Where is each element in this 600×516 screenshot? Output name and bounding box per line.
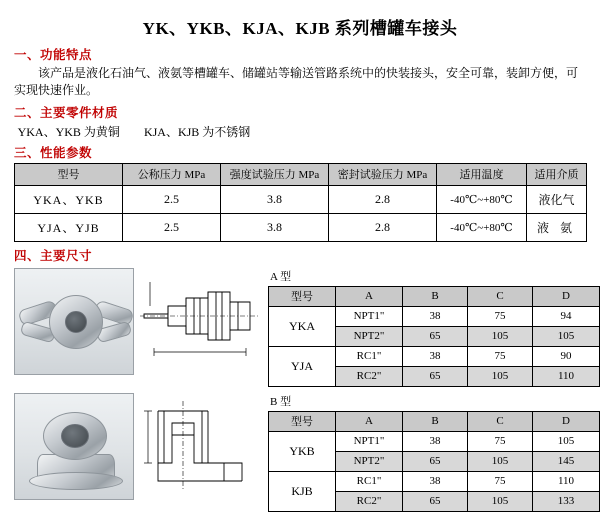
product-photo-type-b xyxy=(14,393,134,500)
table-header-row xyxy=(15,163,587,185)
dim-b-cell-d: 145 xyxy=(533,451,600,471)
dim-b-cell-a: RC2" xyxy=(336,491,403,511)
technical-drawing-type-b xyxy=(138,393,260,498)
perf-header-temperature: 适用温度 xyxy=(437,163,527,185)
perf-header-model: 型号 xyxy=(15,163,123,185)
table-row xyxy=(15,213,587,241)
perf-cell-nominal: 2.5 xyxy=(123,185,221,213)
dim-a-cell-c: 105 xyxy=(468,326,533,346)
dim-b-cell-d: 133 xyxy=(533,491,600,511)
dimension-table-b-label: B 型 xyxy=(270,395,292,408)
table-header-row xyxy=(269,411,600,431)
perf-header-medium: 适用介质 xyxy=(527,163,587,185)
dim-b-cell-b: 38 xyxy=(403,471,468,491)
dim-b-header-a: A xyxy=(336,411,403,431)
dim-a-cell-a: RC2" xyxy=(336,366,403,386)
dim-b-cell-a: NPT2" xyxy=(336,451,403,471)
dim-b-cell-d: 105 xyxy=(533,431,600,451)
dimension-table-b xyxy=(268,411,600,512)
perf-cell-seal: 2.8 xyxy=(329,213,437,241)
dim-b-header-b: B xyxy=(403,411,468,431)
dimension-row-b xyxy=(14,393,586,512)
dim-a-cell-d: 90 xyxy=(533,346,600,366)
dim-a-cell-b: 65 xyxy=(403,326,468,346)
dim-a-header-c: C xyxy=(468,286,533,306)
dim-b-header-model: 型号 xyxy=(269,411,336,431)
perf-cell-medium: 液化气 xyxy=(527,185,587,213)
material-right: KJA、KJB 为不锈钢 xyxy=(143,124,251,139)
dim-a-header-d: D xyxy=(533,286,600,306)
section-heading-dimensions: 四、主要尺寸 xyxy=(14,248,93,263)
dim-a-cell-a: NPT1" xyxy=(336,306,403,326)
dimensions-area xyxy=(14,268,586,512)
performance-table xyxy=(14,163,587,242)
dim-b-cell-b: 38 xyxy=(403,431,468,451)
table-row xyxy=(269,346,600,366)
perf-cell-model: YKA、YKB xyxy=(15,185,123,213)
dim-a-cell-c: 105 xyxy=(468,366,533,386)
dim-b-cell-model: KJB xyxy=(269,471,336,511)
dimension-table-a-wrap xyxy=(268,268,600,387)
dim-a-cell-c: 75 xyxy=(468,306,533,326)
dim-b-header-c: C xyxy=(468,411,533,431)
dimension-table-a-label: A 型 xyxy=(270,270,292,283)
perf-cell-model: YJA、YJB xyxy=(15,213,123,241)
dim-b-cell-c: 75 xyxy=(468,471,533,491)
material-line xyxy=(14,123,586,140)
dim-a-cell-a: NPT2" xyxy=(336,326,403,346)
dim-b-cell-a: NPT1" xyxy=(336,431,403,451)
dim-a-cell-d: 105 xyxy=(533,326,600,346)
perf-cell-strength: 3.8 xyxy=(221,213,329,241)
section-heading-features: 一、功能特点 xyxy=(14,48,93,62)
perf-header-strength-pressure: 强度试验压力 MPa xyxy=(221,163,329,185)
dim-a-cell-d: 110 xyxy=(533,366,600,386)
dim-b-cell-c: 105 xyxy=(468,451,533,471)
dim-a-cell-model: YKA xyxy=(269,306,336,346)
dim-a-header-b: B xyxy=(403,286,468,306)
dim-a-cell-b: 65 xyxy=(403,366,468,386)
table-row xyxy=(15,185,587,213)
section-heading-material: 二、主要零件材质 xyxy=(14,105,119,120)
dim-b-header-d: D xyxy=(533,411,600,431)
table-header-row xyxy=(269,286,600,306)
dim-a-cell-b: 38 xyxy=(403,346,468,366)
page-title: YK、YKB、KJA、KJB 系列槽罐车接头 xyxy=(142,19,458,38)
perf-header-nominal-pressure: 公称压力 MPa xyxy=(123,163,221,185)
perf-cell-temp: -40℃~+80℃ xyxy=(437,213,527,241)
drawing-svg-a xyxy=(138,268,260,373)
dim-a-cell-a: RC1" xyxy=(336,346,403,366)
dim-b-cell-c: 75 xyxy=(468,431,533,451)
dimension-table-b-wrap xyxy=(268,393,600,512)
material-left: YKA、YKB 为黄铜 xyxy=(17,124,120,139)
dim-b-cell-c: 105 xyxy=(468,491,533,511)
perf-header-seal-pressure: 密封试验压力 MPa xyxy=(329,163,437,185)
dimension-row-a xyxy=(14,268,586,387)
table-row xyxy=(269,306,600,326)
perf-cell-medium: 液 氨 xyxy=(527,213,587,241)
dimension-table-a xyxy=(268,286,600,387)
dim-a-header-a: A xyxy=(336,286,403,306)
section-heading-performance: 三、性能参数 xyxy=(14,145,93,160)
dim-b-cell-a: RC1" xyxy=(336,471,403,491)
dim-a-cell-model: YJA xyxy=(269,346,336,386)
technical-drawing-type-a xyxy=(138,268,260,373)
drawing-svg-b xyxy=(138,393,260,498)
perf-cell-nominal: 2.5 xyxy=(123,213,221,241)
product-photo-type-a xyxy=(14,268,134,375)
dim-b-cell-d: 110 xyxy=(533,471,600,491)
features-body: 该产品是液化石油气、液氨等槽罐车、储罐站等输送管路系统中的快装接头，安全可靠，装卸方便，可实现快速作业。 xyxy=(14,66,579,98)
perf-cell-strength: 3.8 xyxy=(221,185,329,213)
dim-b-cell-b: 65 xyxy=(403,451,468,471)
perf-cell-temp: -40℃~+80℃ xyxy=(437,185,527,213)
table-row xyxy=(269,471,600,491)
perf-cell-seal: 2.8 xyxy=(329,185,437,213)
dim-a-cell-c: 75 xyxy=(468,346,533,366)
dim-a-header-model: 型号 xyxy=(269,286,336,306)
dim-a-cell-d: 94 xyxy=(533,306,600,326)
dim-b-cell-model: YKB xyxy=(269,431,336,471)
dim-b-cell-b: 65 xyxy=(403,491,468,511)
table-row xyxy=(269,431,600,451)
dim-a-cell-b: 38 xyxy=(403,306,468,326)
